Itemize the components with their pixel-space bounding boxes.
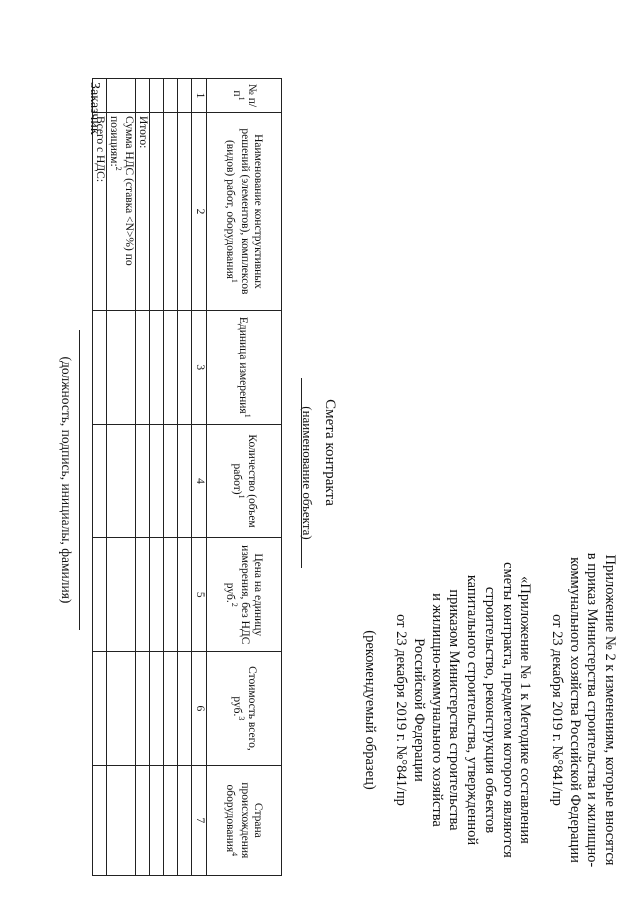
empty-cell: [93, 765, 107, 875]
empty-cell: [178, 310, 192, 424]
methodology-line-4: капитального строительства, утвержденной: [464, 574, 481, 846]
object-name-caption: (наименование объекта): [300, 406, 315, 540]
empty-cell: [178, 538, 192, 652]
methodology-line-3: строительство, реконструкция объектов: [481, 586, 498, 834]
methodology-line-6: и жилищно-коммунального хозяйства: [428, 593, 445, 827]
empty-cell: [93, 424, 107, 538]
empty-cell: [150, 112, 164, 310]
sample-note: (рекомендуемый образец): [361, 630, 378, 790]
vat-sum-row: [107, 79, 136, 876]
empty-cell: [164, 112, 178, 310]
empty-cell: [107, 79, 136, 113]
object-name-line: [301, 378, 302, 568]
empty-cell: [107, 765, 136, 875]
empty-cell: [150, 424, 164, 538]
methodology-line-8: от 23 декабря 2019 г. №°841/пр: [393, 614, 410, 806]
empty-cell: [107, 424, 136, 538]
empty-cell: [107, 310, 136, 424]
appendix-line-4: от 23 декабря 2019 г. №°841/пр: [548, 614, 565, 806]
methodology-line-1: «Приложение № 1 к Методике составления: [517, 576, 534, 844]
empty-cell: [150, 538, 164, 652]
appendix-line-1: Приложение № 2 к изменениям, которые вносятся: [602, 554, 618, 866]
empty-cell: [136, 310, 150, 424]
empty-cell: [178, 424, 192, 538]
estimate-table: [92, 78, 282, 876]
empty-cell: [136, 652, 150, 766]
empty-cell: [178, 765, 192, 875]
empty-cell: [178, 652, 192, 766]
table-row: [164, 79, 178, 876]
empty-cell: [136, 424, 150, 538]
empty-cell: [136, 765, 150, 875]
column-number: 6: [192, 652, 207, 766]
empty-cell: [164, 424, 178, 538]
empty-cell: [164, 79, 178, 113]
empty-cell: [164, 310, 178, 424]
header-cell-quantity: Количество (объем работ)$^1$: [207, 424, 282, 538]
empty-cell: [178, 112, 192, 310]
column-number: 7: [192, 765, 207, 875]
column-number: 3: [192, 310, 207, 424]
table-header-row: [207, 79, 282, 876]
column-number-row: [192, 79, 207, 876]
appendix-header-block: [360, 545, 618, 875]
empty-cell: [93, 310, 107, 424]
empty-cell: [136, 79, 150, 113]
appendix-line-3: коммунального хозяйства Российской Федерации: [566, 557, 583, 863]
column-number: 2: [192, 112, 207, 310]
empty-cell: [164, 765, 178, 875]
document-title: Смета контракта: [322, 399, 338, 506]
signature-caption: (должность, подпись, инициалы, фамилия): [59, 356, 74, 604]
table-row: [178, 79, 192, 876]
total-with-vat-label: Всего с НДС:: [93, 112, 107, 310]
header-cell-total-cost: Стоимость всего, руб.$^3$: [207, 652, 282, 766]
column-number: 4: [192, 424, 207, 538]
header-cell-name: Наименование конструктивных решений (элементов), комплексов (видов) работ, оборудования$^1$: [207, 112, 282, 310]
empty-cell: [150, 765, 164, 875]
table-row: [150, 79, 164, 876]
empty-cell: [164, 538, 178, 652]
header-cell-unit: Единица измерения$^1$: [207, 310, 282, 424]
methodology-line-2: сметы контракта, предметом которого являются: [499, 562, 516, 858]
methodology-line-7: Российской Федерации: [411, 638, 428, 782]
vat-sum-label: Сумма НДС (ставка <N>%) по позициям:$^2$: [107, 112, 136, 310]
empty-cell: [164, 652, 178, 766]
empty-cell: [178, 79, 192, 113]
itogo-label: Итого:: [136, 112, 150, 310]
itogo-row: [136, 79, 150, 876]
empty-cell: [93, 652, 107, 766]
empty-cell: [93, 538, 107, 652]
customer-label: Заказчик: [87, 82, 102, 135]
empty-cell: [107, 538, 136, 652]
appendix-line-2: в приказ Министерства строительства и жилищно-: [584, 552, 601, 868]
header-cell-unit-price: Цена на единицу измерения, без НДС руб.$^2$: [207, 538, 282, 652]
header-cell-number: № $п/п^1$: [207, 79, 282, 113]
empty-cell: [150, 310, 164, 424]
signature-line: [79, 330, 80, 630]
methodology-line-5: приказом Министерства строительства: [446, 589, 463, 831]
empty-cell: [150, 652, 164, 766]
empty-cell: [150, 79, 164, 113]
header-cell-country: Страна происхождения оборудования$^4$: [207, 765, 282, 875]
empty-cell: [107, 652, 136, 766]
total-with-vat-row: [93, 79, 107, 876]
empty-cell: [136, 538, 150, 652]
column-number: 5: [192, 538, 207, 652]
column-number: 1: [192, 79, 207, 113]
